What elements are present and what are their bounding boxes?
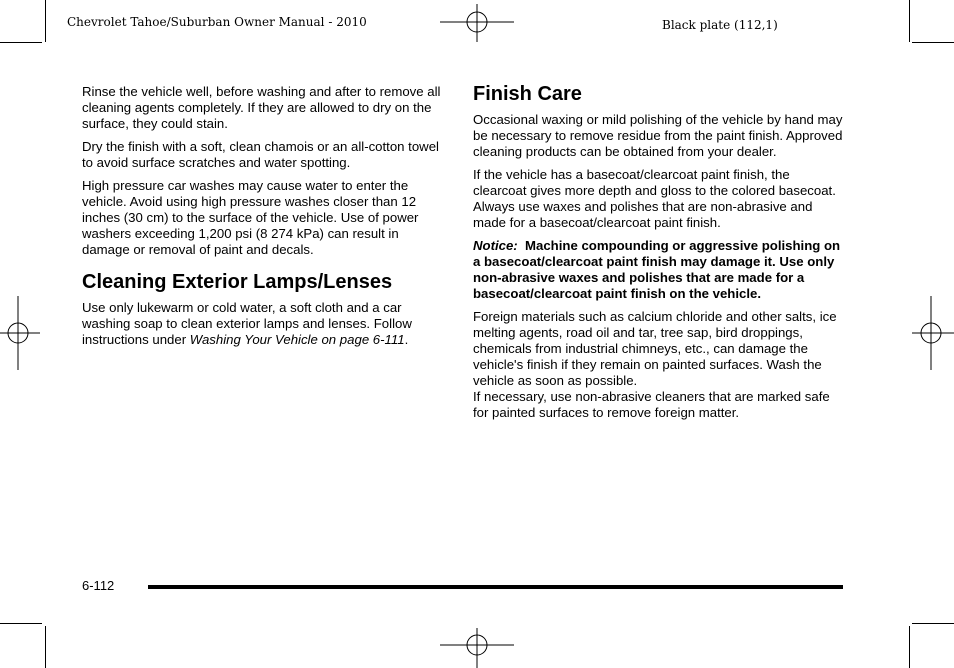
crop-mark-top-right-horizontal (912, 42, 954, 43)
cleaners-paragraph: If necessary, use non-abrasive cleaners that are marked safe for painted surfaces to remove foreign matter. (473, 389, 830, 420)
waxing-paragraph: Occasional waxing or mild polishing of the vehicle by hand may be necessary to remove residue from the paint finish. Approved cleaning products can be obtained from your dealer. (473, 112, 843, 159)
section-heading-finish-care: Finish Care (473, 83, 582, 105)
crop-mark-bottom-right-horizontal (912, 623, 954, 624)
footer-rule (148, 585, 843, 589)
crop-mark-bottom-right-vertical (909, 626, 910, 668)
registration-mark-right-icon (912, 296, 954, 370)
notice-paragraph (473, 238, 843, 302)
crop-mark-top-left-vertical (45, 0, 46, 42)
crop-mark-top-left-horizontal (0, 42, 42, 43)
header-title: Chevrolet Tahoe/Suburban Owner Manual - 2010 (67, 15, 367, 29)
left-column (82, 84, 447, 355)
lamps-paragraph (82, 300, 447, 348)
pressure-wash-paragraph: High pressure car washes may cause water to enter the vehicle. Avoid using high pressure washes closer than 12 inches (30 cm) to the surface of the vehicle. Use of power washers exceeding 1,200 psi (8 274 kPa) can result in damage or removal of paint and decals. (82, 178, 419, 257)
crop-mark-bottom-left-vertical (45, 626, 46, 668)
header-plate: Black plate (112,1) (662, 18, 778, 32)
registration-mark-top-icon (440, 4, 514, 42)
crop-mark-bottom-left-horizontal (0, 623, 42, 624)
lamps-text: Use only lukewarm or cold water, a soft cloth and a car washing soap to clean exterior lamps and lenses. Follow instructions under (82, 300, 412, 347)
dry-paragraph: Dry the finish with a soft, clean chamois or an all-cotton towel to avoid surface scratches and water spotting. (82, 139, 439, 170)
cross-reference-link[interactable]: Washing Your Vehicle on page 6-111 (189, 332, 405, 347)
section-heading-lamps: Cleaning Exterior Lamps/Lenses (82, 271, 393, 293)
notice-label: Notice: (473, 238, 518, 253)
registration-mark-bottom-icon (440, 628, 514, 668)
foreign-materials-paragraph: Foreign materials such as calcium chloride and other salts, ice melting agents, road oil and tar, tree sap, bird droppings, chemicals from industrial chimneys, etc., can damage the vehicle's finish if they remain on painted surfaces. Wash the vehicle as soon as possible. (473, 309, 837, 388)
crop-mark-top-right-vertical (909, 0, 910, 42)
registration-mark-left-icon (0, 296, 40, 370)
notice-text: Machine compounding or aggressive polishing on a basecoat/clearcoat paint finish may damage it. Use only non-abrasive waxes and polishes that are made for a basecoat/clearcoat paint finish on the vehicle. (473, 238, 841, 301)
lamps-text-end: . (404, 332, 409, 347)
page-number: 6-112 (82, 578, 115, 593)
rinse-paragraph: Rinse the vehicle well, before washing and after to remove all cleaning agents completely. If they are allowed to dry on the surface, they could stain. (82, 84, 441, 131)
basecoat-paragraph: If the vehicle has a basecoat/clearcoat paint finish, the clearcoat gives more depth and gloss to the colored basecoat. Always use waxes and polishes that are non-abrasive and made for a basecoat/clearcoat paint finish. (473, 167, 836, 230)
right-column (473, 82, 843, 428)
